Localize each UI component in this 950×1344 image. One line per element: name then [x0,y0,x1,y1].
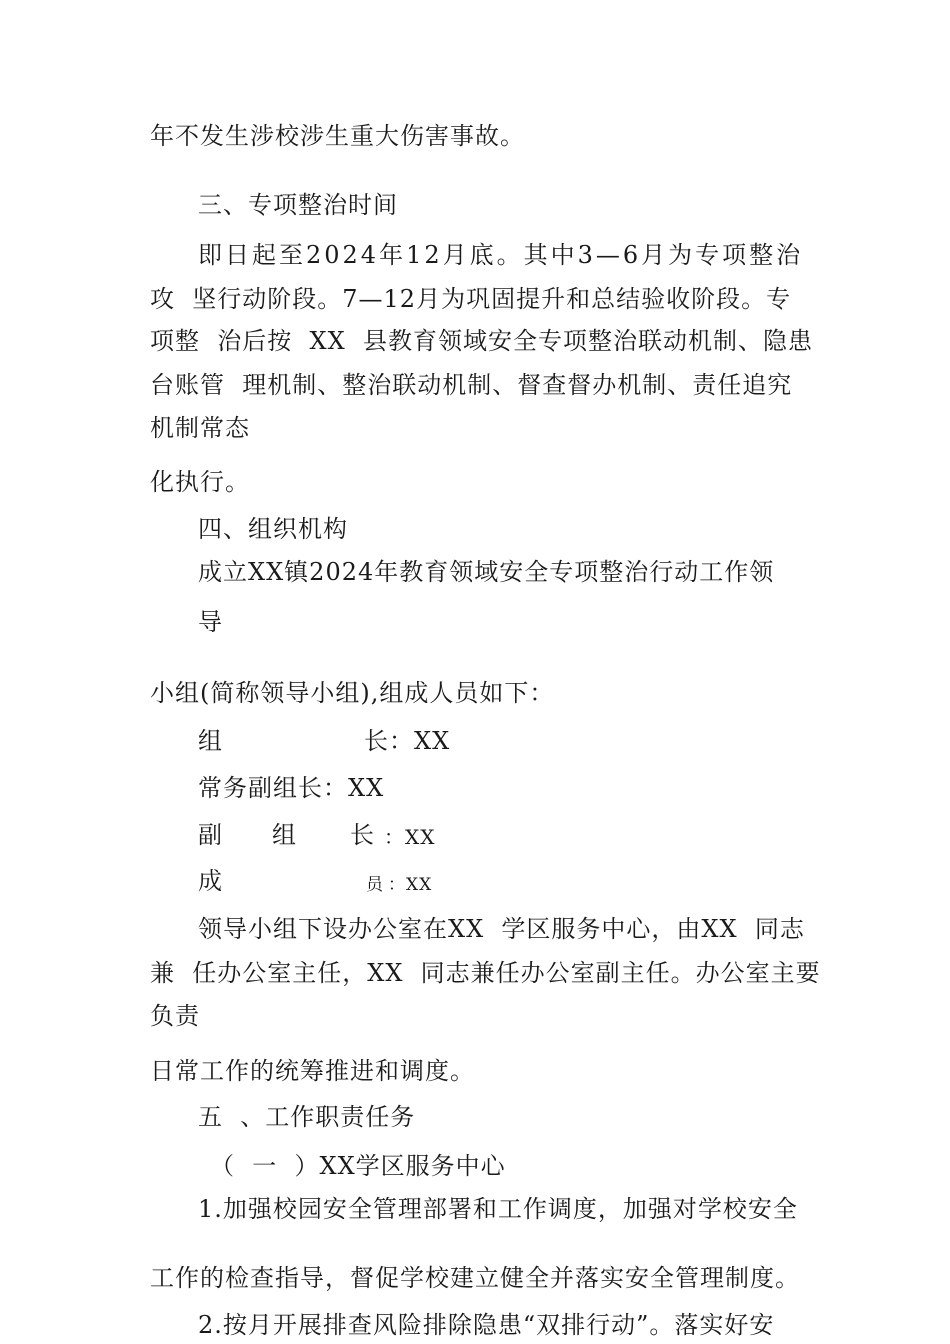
text-line-21: 2.按月开展排查风险排除隐患“双排行动”。落实好安 [198,1311,775,1339]
text-line-12: 小组(简称领导小组),组成人员如下： [150,679,555,707]
text-line-13: 领导小组下设办公室在XX 学区服务中心，由XX 同志 [198,915,805,943]
text-line-7: 机制常态 [150,414,250,442]
text-line-14: 兼 任办公室主任，XX 同志兼任办公室副主任。办公室主要 [150,959,821,987]
text-line-6: 台账管 理机制、整治联动机制、督查督办机制、责任追究 [150,371,793,399]
text-line-4: 攻 坚行动阶段。7—12月为巩固提升和总结验收阶段。专 [150,285,792,313]
text-line-16: 日常工作的统筹推进和调度。 [150,1057,475,1085]
section-heading-4: 四、组织机构 [198,515,348,543]
text-line-5: 项整 治后按 XX 县教育领域安全专项整治联动机制、隐患 [150,327,813,355]
roster-leader-label-2: 长：XX [364,727,451,755]
text-line-11: 导 [198,608,223,636]
section-heading-5: 五 、工作职责任务 [198,1103,416,1131]
roster-deputy-label-2: 组 [272,821,297,849]
roster-member-label-2: 员 [366,875,384,895]
text-line-15: 负责 [150,1002,200,1030]
roster-deputy-exec-value: XX [348,774,385,802]
text-line-3: 即日起至2024年12月底。其中3—6月为专项整治 [198,241,804,269]
roster-member-value: ：XX [388,875,433,895]
section-heading-3: 三、专项整治时间 [198,191,398,219]
text-line-19: 1.加强校园安全管理部署和工作调度，加强对学校安全 [198,1195,798,1223]
roster-deputy-label-1: 副 [198,821,223,849]
roster-member-label-1: 成 [198,867,223,895]
text-line-8: 化执行。 [150,468,250,496]
text-line-1: 年不发生涉校涉生重大伤害事故。 [150,122,525,150]
roster-deputy-label-3: 长 [350,821,375,849]
subsection-heading-1: （ 一 ）XX学区服务中心 [210,1152,506,1180]
roster-deputy-exec-label: 常务副组长： [198,774,348,802]
text-line-20: 工作的检查指导，督促学校建立健全并落实安全管理制度。 [150,1264,800,1292]
roster-deputy-value: ：XX [384,825,436,849]
roster-leader-label-1: 组 [198,727,223,755]
text-line-10: 成立XX镇2024年教育领域安全专项整治行动工作领 [198,558,775,586]
